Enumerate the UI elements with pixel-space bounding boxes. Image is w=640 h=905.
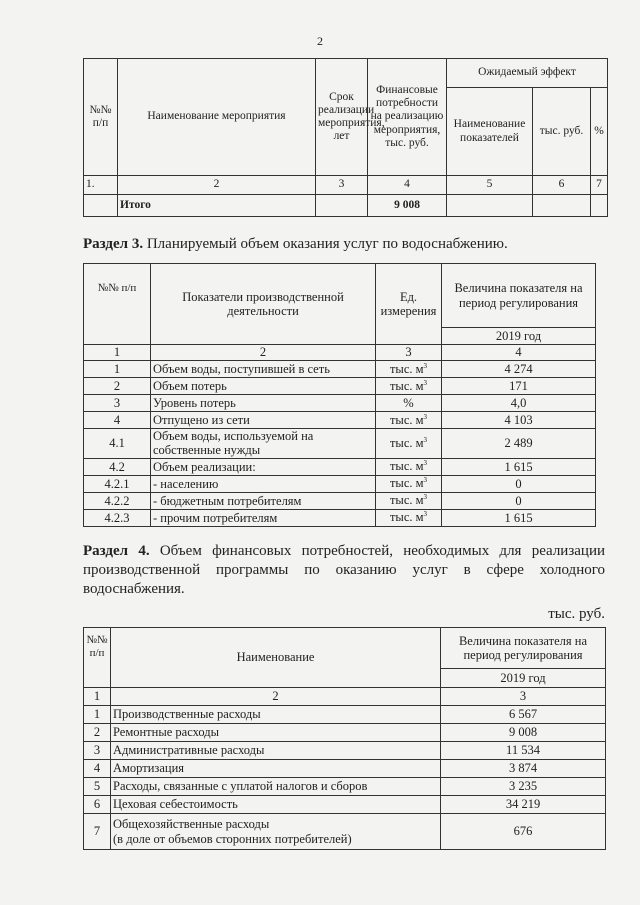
cell: Объем реализации: xyxy=(151,458,376,475)
table-row xyxy=(84,458,596,475)
header-value: Величина показателя на период регулирования xyxy=(442,264,596,328)
cell: 3 xyxy=(376,345,442,361)
name: Цеховая себестоимость xyxy=(113,797,238,812)
cell: 4 xyxy=(368,176,447,195)
header-finance: Финансовые потребности на реализацию мероприятия, тыс. руб. xyxy=(368,59,447,176)
header-unit: Ед. измерения xyxy=(376,264,442,345)
name-note: (в доле от объемов сторонних потребителей) xyxy=(113,831,352,846)
cell: 7 xyxy=(591,176,608,195)
page-number: 2 xyxy=(317,34,323,48)
unit: тыс. м xyxy=(389,412,424,427)
header-num: №№ п/п xyxy=(84,264,151,345)
unit-cell xyxy=(376,458,442,475)
cell: 2 xyxy=(84,378,151,395)
header-effect: Ожидаемый эффект xyxy=(447,59,608,88)
header-rub: тыс. руб. xyxy=(533,88,591,176)
table-row xyxy=(84,706,606,724)
financial-needs-table xyxy=(83,627,606,850)
cell: 171 xyxy=(442,378,596,395)
cell: Объем потерь xyxy=(151,378,376,395)
header-num: №№ п/п xyxy=(84,59,118,176)
unit-label: тыс. руб. xyxy=(548,606,605,622)
index-row xyxy=(84,688,606,706)
cell: - бюджетным потребителям xyxy=(151,492,376,509)
cell: 3 xyxy=(84,395,151,412)
header-pct: % xyxy=(591,88,608,176)
cell: 3 xyxy=(441,688,606,706)
water-volume-table xyxy=(83,263,596,527)
cell: 1 xyxy=(84,688,111,706)
unit-cell xyxy=(376,509,442,526)
table-row xyxy=(84,760,606,778)
cell: Объем воды, используемой на собственные нужды xyxy=(151,429,376,459)
name-cell xyxy=(111,778,441,796)
table-row xyxy=(84,509,596,526)
unit: тыс. м xyxy=(389,493,424,508)
cell: 2 xyxy=(118,176,316,195)
cell: 1 xyxy=(84,361,151,378)
cell: 4.1 xyxy=(84,429,151,459)
table-row xyxy=(84,412,596,429)
cell: 4,0 xyxy=(442,395,596,412)
section-label: Раздел 4. xyxy=(83,543,150,559)
table-row xyxy=(84,814,606,850)
cell: 1 615 xyxy=(442,509,596,526)
header-year: 2019 год xyxy=(441,669,606,688)
cell: 2 489 xyxy=(442,429,596,459)
name-cell xyxy=(111,796,441,814)
name: Расходы, связанные с уплатой налогов и сборов xyxy=(113,779,368,794)
cell: 1 xyxy=(84,706,111,724)
name-cell xyxy=(111,706,441,724)
table-row xyxy=(84,378,596,395)
name: Общехозяйственные расходы xyxy=(113,817,270,832)
cell: 0 xyxy=(442,492,596,509)
name-cell xyxy=(111,760,441,778)
header-num: №№ п/п xyxy=(84,628,111,688)
cell: 4 xyxy=(442,345,596,361)
measures-table xyxy=(83,58,608,217)
section4-heading xyxy=(83,542,605,599)
total-row xyxy=(84,195,608,217)
cell: 7 xyxy=(84,814,111,850)
unit: тыс. м xyxy=(389,476,424,491)
name: Ремонтные расходы xyxy=(113,725,220,740)
unit-exponent: 3 xyxy=(423,459,428,468)
section-label: Раздел 3. xyxy=(83,236,144,252)
cell: 0 xyxy=(442,475,596,492)
cell: 4.2.2 xyxy=(84,492,151,509)
cell: 4 xyxy=(84,412,151,429)
cell: 9 008 xyxy=(441,724,606,742)
unit-cell xyxy=(376,395,442,412)
unit: тыс. м xyxy=(389,361,424,376)
name-cell xyxy=(111,814,441,850)
header-name: Показатели производственной деятельности xyxy=(151,264,376,345)
header-indicators: Наименование показателей xyxy=(447,88,533,176)
cell: Уровень потерь xyxy=(151,395,376,412)
unit-cell xyxy=(376,492,442,509)
unit: тыс. м xyxy=(389,459,424,474)
cell: 3 xyxy=(84,742,111,760)
cell: 1. xyxy=(84,176,118,195)
section-title: Планируемый объем оказания услуг по водоснабжению. xyxy=(146,236,508,252)
cell: 2 xyxy=(111,688,441,706)
unit: тыс. м xyxy=(389,436,424,451)
unit-exponent: 3 xyxy=(423,378,428,387)
table-row xyxy=(84,361,596,378)
name: Производственные расходы xyxy=(113,707,261,722)
index-row xyxy=(84,345,596,361)
table-row xyxy=(84,796,606,814)
header-name: Наименование xyxy=(111,628,441,688)
unit-cell xyxy=(376,412,442,429)
name: Административные расходы xyxy=(113,743,265,758)
header-name: Наименование мероприятия xyxy=(118,59,316,176)
index-row xyxy=(84,176,608,195)
cell: 3 xyxy=(316,176,368,195)
cell: 1 xyxy=(84,345,151,361)
cell: 676 xyxy=(441,814,606,850)
cell: 4.2.1 xyxy=(84,475,151,492)
cell: 3 235 xyxy=(441,778,606,796)
cell: Объем воды, поступившей в сеть xyxy=(151,361,376,378)
unit-exponent: 3 xyxy=(423,493,428,502)
cell: 4.2 xyxy=(84,458,151,475)
table-row xyxy=(84,395,596,412)
cell: 4.2.3 xyxy=(84,509,151,526)
unit-exponent: 3 xyxy=(423,412,428,421)
cell: 1 615 xyxy=(442,458,596,475)
cell: 6 xyxy=(533,176,591,195)
table-row xyxy=(84,475,596,492)
unit-exponent: 3 xyxy=(423,510,428,519)
cell: 11 534 xyxy=(441,742,606,760)
unit-cell xyxy=(376,361,442,378)
name: Амортизация xyxy=(113,761,185,776)
header-term: Срок реализации мероприятия, лет xyxy=(316,59,368,176)
unit-exponent: 3 xyxy=(423,361,428,370)
cell: 2 xyxy=(84,724,111,742)
cell: 4 xyxy=(84,760,111,778)
unit-cell xyxy=(376,378,442,395)
table-row xyxy=(84,492,596,509)
header-value: Величина показателя на период регулирования xyxy=(441,628,606,669)
unit-cell xyxy=(376,475,442,492)
unit: тыс. м xyxy=(389,378,424,393)
cell: 4 103 xyxy=(442,412,596,429)
table-row xyxy=(84,429,596,459)
cell: 5 xyxy=(84,778,111,796)
cell: - населению xyxy=(151,475,376,492)
table-row xyxy=(84,742,606,760)
unit: тыс. м xyxy=(389,510,424,525)
cell: 34 219 xyxy=(441,796,606,814)
cell: 5 xyxy=(447,176,533,195)
cell: 6 xyxy=(84,796,111,814)
name-cell xyxy=(111,724,441,742)
header-year: 2019 год xyxy=(442,328,596,345)
table-row xyxy=(84,778,606,796)
name-cell xyxy=(111,742,441,760)
section-title: Объем финансовых потребностей, необходимых для реализации производственной программы по оказанию услуг в сфере холодного водоснабжения. xyxy=(83,543,605,597)
cell: Отпущено из сети xyxy=(151,412,376,429)
unit-exponent: 3 xyxy=(423,436,428,445)
table-row xyxy=(84,724,606,742)
total-value: 9 008 xyxy=(368,195,447,217)
cell: 3 874 xyxy=(441,760,606,778)
cell: 6 567 xyxy=(441,706,606,724)
unit-exponent: 3 xyxy=(423,476,428,485)
unit: % xyxy=(403,395,414,410)
unit-cell xyxy=(376,429,442,459)
cell: 2 xyxy=(151,345,376,361)
total-label: Итого xyxy=(118,195,316,217)
cell: - прочим потребителям xyxy=(151,509,376,526)
section3-heading xyxy=(83,236,508,253)
cell: 4 274 xyxy=(442,361,596,378)
